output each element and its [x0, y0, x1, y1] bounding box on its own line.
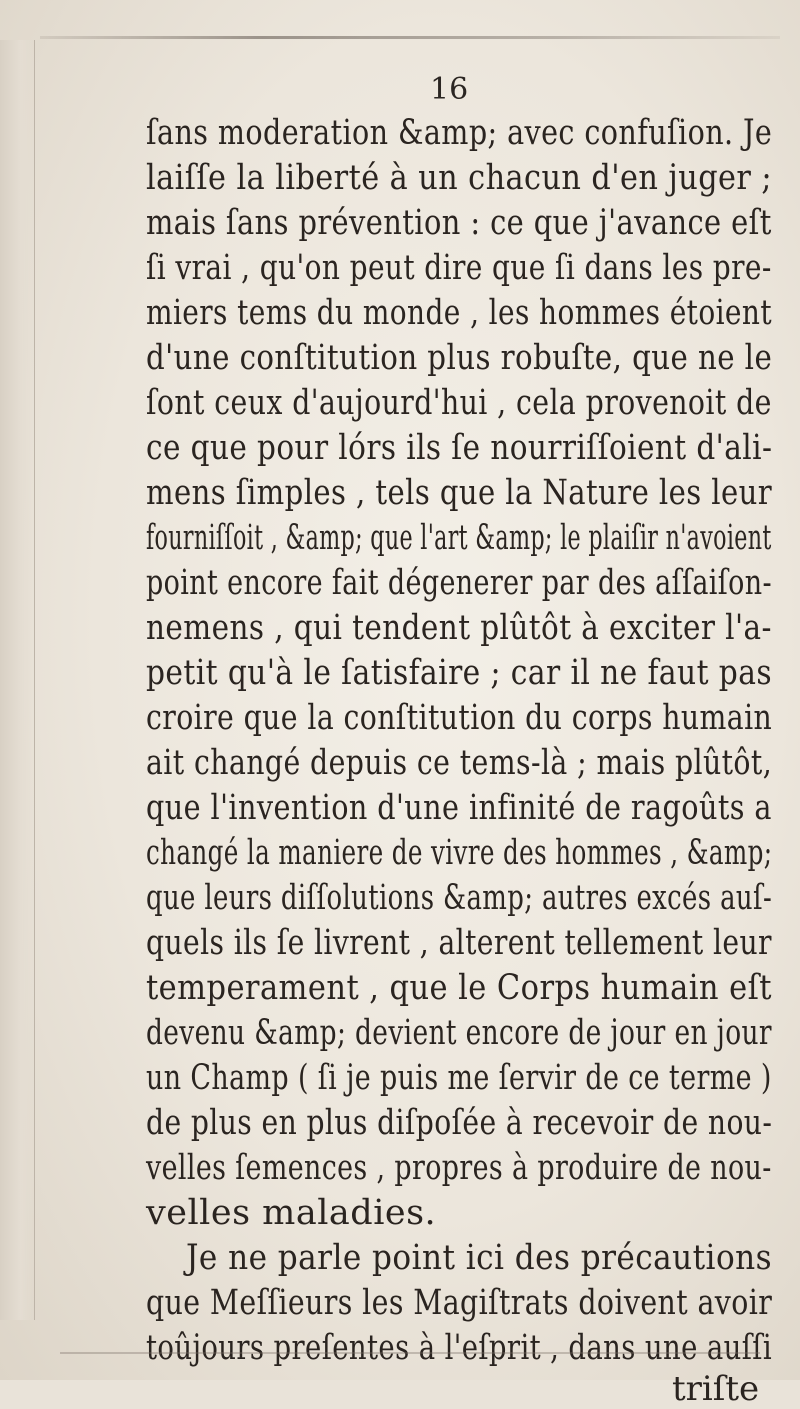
text-line: un Champ ( ſi je puis me ſervir de ce terme ): [146, 1058, 772, 1098]
text-line: mais ſans prévention : ce que j'avance eſt: [146, 203, 772, 243]
text-line: ſont ceux d'aujourd'hui , cela provenoit de: [146, 383, 772, 423]
text-line: temperament , que le Corps humain eſt: [146, 968, 772, 1008]
bottom-rule: [60, 1352, 760, 1354]
text-line: mens ſimples , tels que la Nature les leur: [146, 473, 773, 513]
text-line: croire que la conſtitution du corps humain: [146, 698, 773, 738]
text-line: point encore fait dégenerer par des aſſaiſon-: [146, 563, 772, 603]
top-rule: [40, 36, 780, 39]
text-line: Je ne parle point ici des précautions: [186, 1238, 773, 1278]
text-line: miers tems du monde , les hommes étoient: [146, 293, 772, 333]
text-line: que Meſſieurs les Magiſtrats doivent avoir: [146, 1283, 773, 1323]
text-line: fourniſſoit , &amp; que l'art &amp; le plaiſir n'avoient: [146, 518, 772, 558]
page-number: 16: [430, 72, 469, 107]
text-line: velles maladies.: [146, 1193, 437, 1233]
text-line: nemens , qui tendent plûtôt à exciter l'a-: [146, 608, 772, 648]
text-line: changé la maniere de vivre des hommes , &amp;: [146, 833, 773, 873]
text-line: ce que pour lórs ils ſe nourriſſoient d'ali-: [146, 428, 773, 468]
text-line: que l'invention d'une infinité de ragoûts a: [146, 788, 772, 828]
text-line: toûjours preſentes à l'eſprit , dans une auſſi: [146, 1328, 773, 1368]
text-line: velles ſemences , propres à produire de nou-: [146, 1148, 772, 1188]
text-line: ait changé depuis ce tems-là ; mais plûtôt,: [146, 743, 773, 783]
text-line: de plus en plus diſpoſée à recevoir de nou-: [146, 1103, 773, 1143]
text-line: ſans moderation &amp; avec confuſion. Je: [146, 113, 773, 153]
text-line: que leurs diſſolutions &amp; autres excés auſ-: [146, 878, 773, 918]
page-binding-edge: [0, 40, 35, 1320]
text-line: d'une conſtitution plus robuſte, que ne le: [146, 338, 773, 378]
text-line: ſi vrai , qu'on peut dire que ſi dans les pre-: [146, 248, 772, 288]
catchword: triſte: [672, 1369, 760, 1409]
text-line: devenu &amp; devient encore de jour en jour: [146, 1013, 772, 1053]
text-line: laiſſe la liberté à un chacun d'en juger ;: [146, 158, 773, 198]
text-line: quels ils ſe livrent , alterent tellement leur: [146, 923, 772, 963]
text-line: petit qu'à le ſatisfaire ; car il ne faut pas: [146, 653, 773, 693]
